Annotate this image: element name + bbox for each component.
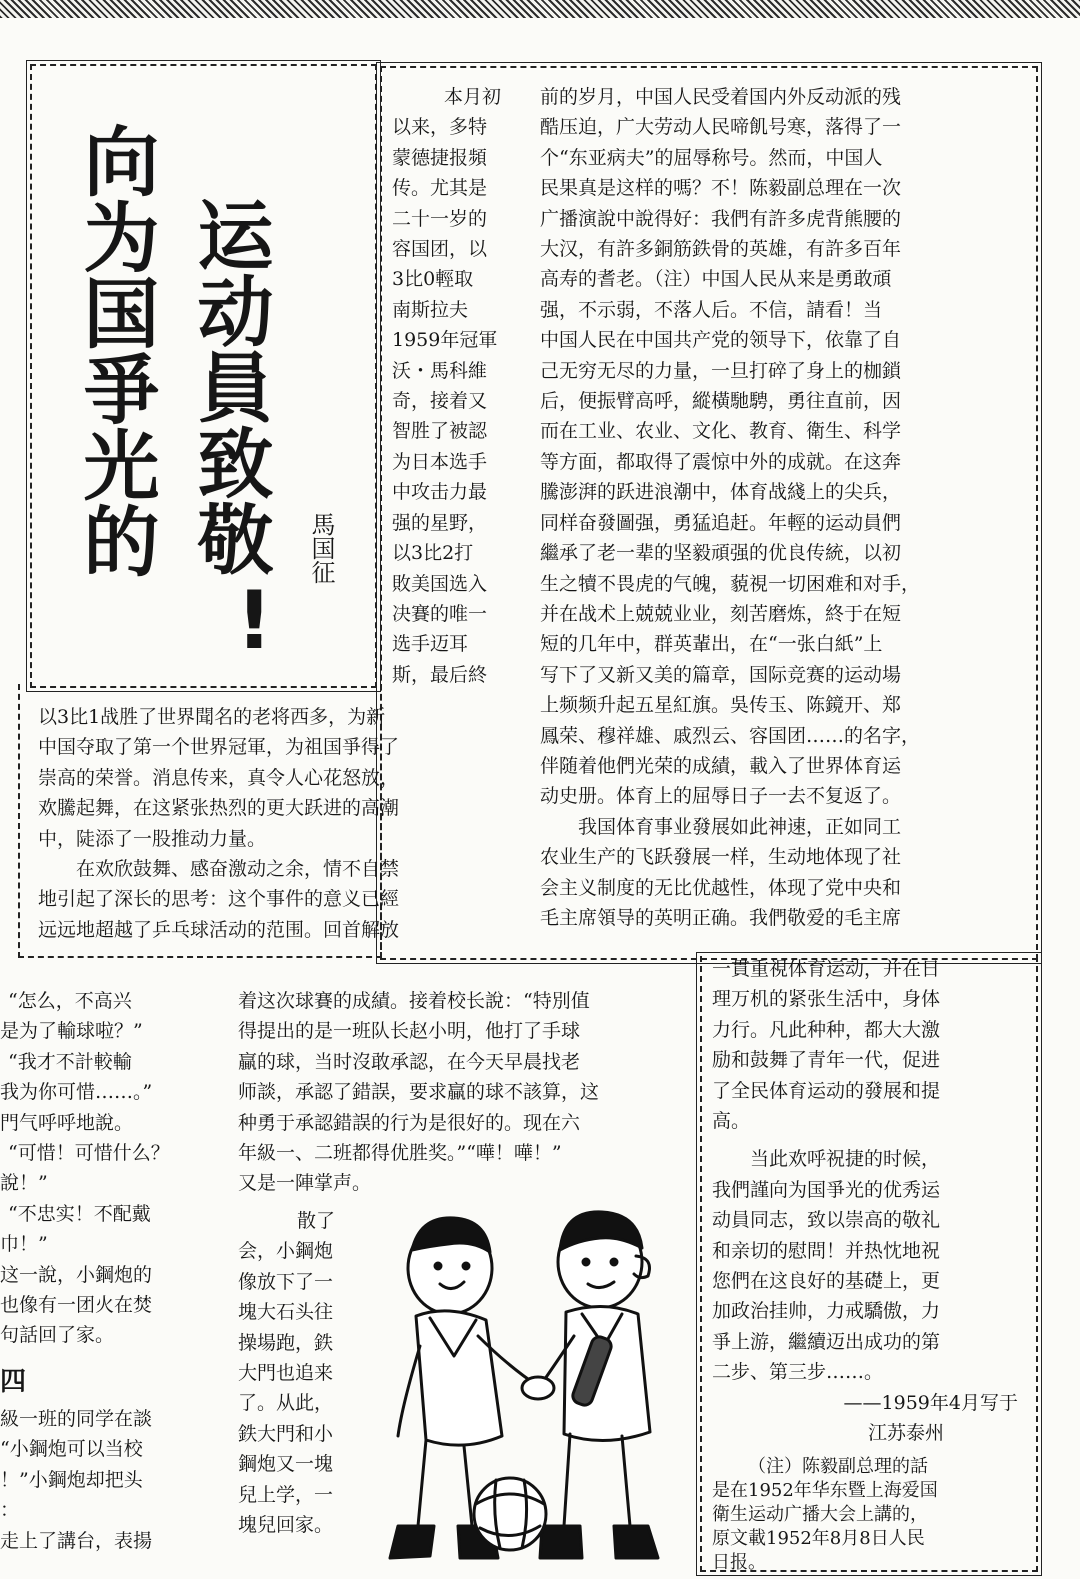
text-line: 爭上游，繼續迈出成功的第 bbox=[712, 1330, 941, 1353]
text-line: 鉄大門和小 bbox=[238, 1422, 334, 1445]
text-line: 繼承了老一辈的坚毅頑强的优良传統，以初 bbox=[540, 542, 902, 565]
text-line: 己无穷无尽的力量，一旦打碎了身上的枷鎖 bbox=[540, 359, 902, 382]
text-line: 选手迈耳 bbox=[392, 633, 469, 656]
text-line: 地引起了深长的思考：这个事件的意义已經 bbox=[38, 888, 400, 911]
text-line: 騰澎湃的跃进浪潮中，体育战綫上的尖兵， bbox=[540, 481, 902, 504]
text-line: 散了 bbox=[278, 1210, 336, 1232]
story-left-column bbox=[0, 986, 210, 1556]
text-line: 級一班的同学在談 bbox=[0, 1407, 153, 1430]
text-line: 农业生产的飞跃發展一样，生动地体现了社 bbox=[540, 846, 902, 869]
text-line: 会主义制度的无比优越性，体现了党中央和 bbox=[540, 876, 902, 899]
text-line: 决賽的唯一 bbox=[392, 602, 488, 625]
text-line: 沃・馬科維 bbox=[392, 359, 488, 382]
text-line: 了全民体育运动的發展和提 bbox=[712, 1079, 941, 1102]
text-line: 上频频升起五星紅旗。吳传玉、陈鏡开、郑 bbox=[540, 694, 902, 717]
text-line: 大門也追来 bbox=[238, 1362, 334, 1385]
text-line: 年級一、二班都得优胜奖。”“嘩！嘩！” bbox=[238, 1142, 562, 1165]
text-line: 奇，接着又 bbox=[392, 390, 488, 413]
text-line: 欢騰起舞，在这紧张热烈的更大跃进的高潮 bbox=[38, 797, 400, 820]
story-narrow-column bbox=[238, 1206, 366, 1540]
text-line: 以3比2打 bbox=[392, 542, 474, 565]
text-line: 塊兒回家。 bbox=[238, 1514, 334, 1537]
text-line: 說！” bbox=[0, 1172, 48, 1195]
text-line: 强，不示弱，不落人后。不信，請看！当 bbox=[540, 298, 883, 321]
text-line: 容国团，以 bbox=[392, 238, 488, 261]
text-line: 动史册。体育上的屈辱日子一去不复返了。 bbox=[540, 785, 902, 808]
text-line: 理万机的紧张生活中，身体 bbox=[712, 988, 941, 1011]
text-line: 高寿的耆老。（注）中国人民从来是勇敢頑 bbox=[540, 268, 892, 291]
top-decorative-band bbox=[0, 0, 1080, 18]
text-line: 高。 bbox=[712, 1110, 751, 1133]
text-line: 着这次球賽的成績。接着校长說：“特別值 bbox=[238, 990, 590, 1012]
footnote-line: （注）陈毅副总理的話 bbox=[748, 1455, 928, 1477]
text-line: 鳳荣、穆祥雄、戚烈云、容国团……的名字， bbox=[540, 724, 921, 747]
text-line: 和亲切的慰問！并热忱地祝 bbox=[712, 1239, 941, 1262]
text-line: 中国夺取了第一个世界冠軍，为祖国爭得了 bbox=[38, 736, 400, 759]
text-line: 生之犢不畏虎的气魄，藐視一切困难和对手， bbox=[540, 572, 921, 595]
text-line: 一貫重視体育运动，并在日 bbox=[712, 958, 941, 980]
text-line: 写下了又新又美的篇章，国际竞赛的运动場 bbox=[540, 663, 902, 686]
text-line: 为日本选手 bbox=[392, 450, 488, 473]
text-line: 二十一岁的 bbox=[392, 207, 488, 230]
text-line: 我为你可惜……。” bbox=[0, 1081, 153, 1104]
text-line: 走上了講台，表揚 bbox=[0, 1529, 153, 1552]
text-line: 南斯拉夫 bbox=[392, 298, 469, 321]
text-line: 我国体育事业發展如此神速，正如同工 bbox=[540, 815, 902, 838]
text-line: 像放下了一 bbox=[238, 1270, 334, 1293]
text-line: 得提出的是一班队长赵小明，他打了手球 bbox=[238, 1020, 581, 1043]
text-line: 鋼炮又一塊 bbox=[238, 1453, 334, 1476]
text-line: 伴随着他們光荣的成績，載入了世界体育运 bbox=[540, 754, 902, 777]
illustration-two-boys bbox=[368, 1196, 694, 1574]
text-line: 这一說，小鋼炮的 bbox=[0, 1263, 153, 1286]
text-line: 酷压迫，广大劳动人民啼飢号寒，落得了一 bbox=[540, 116, 902, 139]
text-line: 种勇于承認錯誤的行为是很好的。现在六 bbox=[238, 1111, 581, 1134]
text-line: 大汉，有許多銅筋鉄骨的英雄，有許多百年 bbox=[540, 238, 902, 261]
signature-place: 江苏泰州 bbox=[867, 1422, 944, 1445]
title-line-1: 向为国爭光的 bbox=[71, 122, 160, 578]
text-line: 励和鼓舞了青年一代，促进 bbox=[712, 1049, 941, 1072]
footnote-line: 日报。 bbox=[712, 1551, 766, 1573]
text-line: 民果真是这样的嗎？不！陈毅副总理在一次 bbox=[540, 177, 902, 200]
text-line: 兒上学，一 bbox=[238, 1483, 334, 1506]
article-column-right-lower bbox=[712, 954, 1024, 1575]
article-column-left-continuation bbox=[38, 702, 522, 945]
text-line: 巾！” bbox=[0, 1233, 48, 1256]
article-column-right bbox=[540, 82, 1024, 933]
text-line: 1959年冠軍 bbox=[392, 329, 498, 352]
footnote-line: 原文載1952年8月8日人民 bbox=[712, 1527, 925, 1549]
text-line: 毛主席領导的英明正确。我們敬爱的毛主席 bbox=[540, 906, 902, 929]
section-heading: 四 bbox=[0, 1366, 27, 1397]
text-line: 等方面，都取得了震惊中外的成就。在这奔 bbox=[540, 450, 902, 473]
text-line: 塊大石头往 bbox=[238, 1301, 334, 1324]
footnote-line: 是在1952年华东暨上海爱国 bbox=[712, 1479, 938, 1501]
text-line: 我們謹向为国爭光的优秀运 bbox=[712, 1178, 941, 1201]
text-line: ： bbox=[0, 1499, 20, 1522]
text-line: 贏的球，当时沒敢承認，在今天早晨找老 bbox=[238, 1050, 581, 1073]
text-line: 当此欢呼祝捷的时候， bbox=[712, 1148, 941, 1171]
text-line: 敗美国选入 bbox=[392, 572, 488, 595]
text-line: 中国人民在中国共产党的领导下，依靠了自 bbox=[540, 329, 902, 352]
text-line: 后，便振臂高呼，縱橫馳騁，勇往直前，因 bbox=[540, 390, 902, 413]
text-line: 您們在这良好的基礎上，更 bbox=[712, 1270, 941, 1293]
text-line: 广播演說中說得好：我們有許多虎背熊腰的 bbox=[540, 207, 902, 230]
title-exclamation: ! bbox=[236, 574, 273, 667]
text-line: 动員同志，致以崇高的敬礼 bbox=[712, 1209, 941, 1232]
author-byline: 馬国征 bbox=[307, 512, 335, 584]
title-line-2: 运动員致敬 bbox=[185, 196, 274, 576]
text-line: “小鋼炮可以当校 bbox=[0, 1438, 143, 1461]
text-line: 强的星野， bbox=[392, 511, 488, 534]
text-line: 智胜了被認 bbox=[392, 420, 488, 443]
text-line: “可惜！可惜什么？ bbox=[8, 1142, 170, 1165]
text-line: 师談，承認了錯誤，要求贏的球不該算，这 bbox=[238, 1081, 600, 1104]
text-line: 了。从此， bbox=[238, 1392, 334, 1415]
text-line: “怎么，不高兴 bbox=[8, 990, 132, 1012]
story-middle-column bbox=[238, 986, 694, 1199]
text-line: 操場跑，鉄 bbox=[238, 1331, 334, 1354]
text-line: 以3比1战胜了世界聞名的老将西多，为新 bbox=[38, 706, 386, 728]
text-line: 会，小鋼炮 bbox=[238, 1240, 334, 1263]
text-line: 門气呼呼地說。 bbox=[0, 1111, 134, 1134]
text-line: 也像有一团火在焚 bbox=[0, 1294, 153, 1317]
text-line: 而在工业、农业、文化、教育、衛生、科学 bbox=[540, 420, 902, 443]
footnote-line: 衛生运动广播大会上講的， bbox=[712, 1503, 928, 1525]
text-line: 在欢欣鼓舞、感奋激动之余，情不自禁 bbox=[38, 858, 400, 881]
text-line: 句話回了家。 bbox=[0, 1324, 115, 1347]
text-line: 本月初 bbox=[444, 86, 502, 108]
text-line: 前的岁月，中国人民受着国内外反动派的残 bbox=[540, 86, 902, 108]
signature-line: ——1959年4月写于 bbox=[843, 1391, 1018, 1414]
text-line: 二步、第三步……。 bbox=[712, 1361, 884, 1384]
article-column-small bbox=[392, 82, 520, 690]
text-line: 是为了輸球啦？” bbox=[0, 1020, 143, 1043]
text-line: 中，陡添了一股推动力量。 bbox=[38, 827, 267, 850]
text-line: 短的几年中，群英輩出，在“一张白紙”上 bbox=[540, 633, 883, 656]
text-line: 个“东亚病夫”的屈辱称号。然而，中国人 bbox=[540, 146, 883, 169]
text-line: 同样奋發圖强，勇猛追赶。年輕的运动員們 bbox=[540, 511, 902, 534]
text-line: 中攻击力最 bbox=[392, 481, 488, 504]
text-line: ！”小鋼炮却把头 bbox=[0, 1468, 143, 1491]
text-line: 以来，多特 bbox=[392, 116, 488, 139]
text-line: 加政治挂帅，力戒驕傲，力 bbox=[712, 1300, 941, 1323]
text-line: 又是一陣掌声。 bbox=[238, 1172, 372, 1195]
text-line: 蒙德捷报頻 bbox=[392, 146, 488, 169]
text-line: 3比0輕取 bbox=[392, 268, 474, 291]
text-line: 并在战术上兢兢业业，刻苦磨炼，終于在短 bbox=[540, 602, 902, 625]
text-line: 远远地超越了乒乓球活动的范围。回首解放 bbox=[38, 918, 400, 941]
text-line: 力行。凡此种种，都大大激 bbox=[712, 1018, 941, 1041]
text-line: 斯，最后終 bbox=[392, 663, 488, 686]
text-line: 传。尤其是 bbox=[392, 177, 488, 200]
text-line: 崇高的荣誉。消息传来，真令人心花怒放， bbox=[38, 766, 400, 789]
text-line: “我才不計較輸 bbox=[8, 1050, 132, 1073]
text-line: “不忠实！不配戴 bbox=[8, 1202, 151, 1225]
